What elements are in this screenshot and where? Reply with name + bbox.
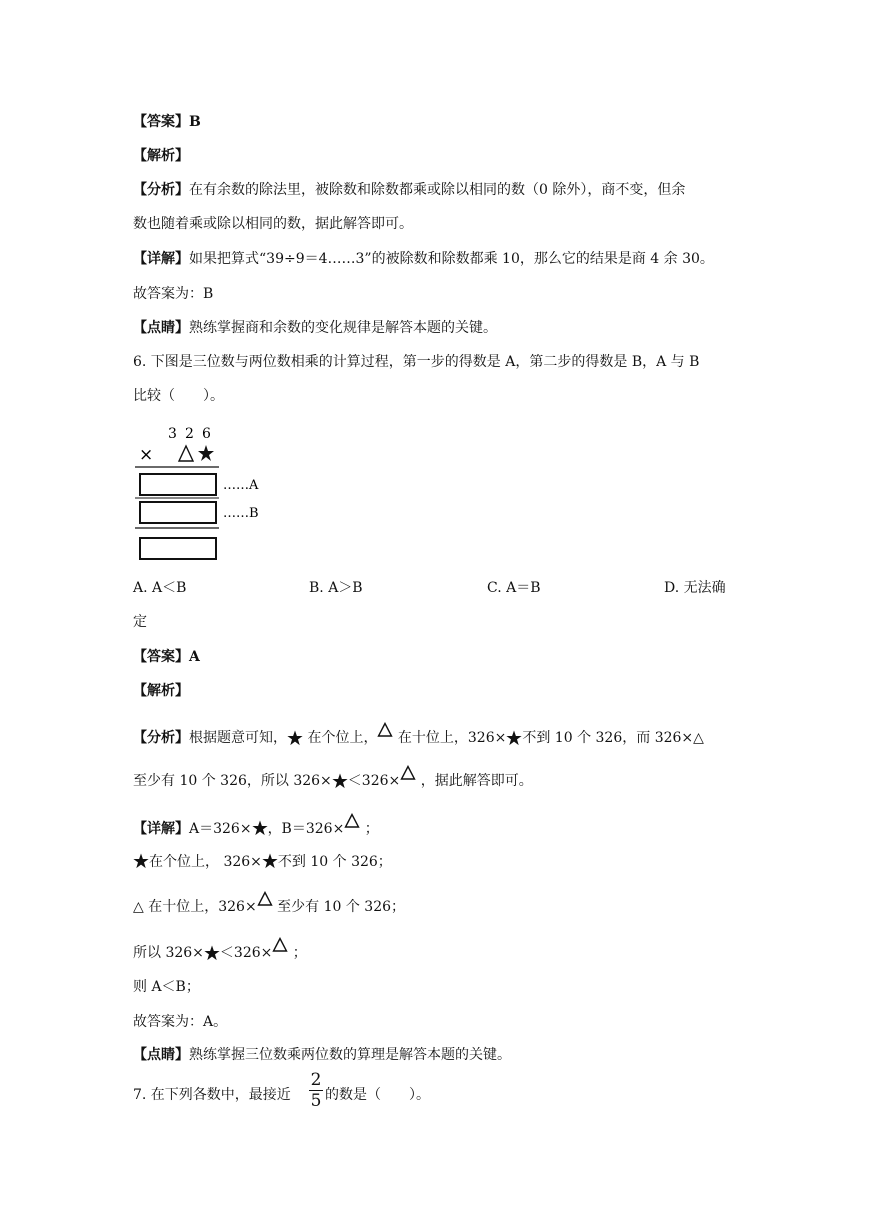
q5-fenxi-line1: 【分析】在有余数的除法里，被除数和除数都乘或除以相同的数（0 除外），商不变，但余 [133, 182, 686, 198]
option-d: D. 无法确 [664, 580, 726, 596]
q6-analysis-heading: 【解析】 [133, 683, 189, 699]
q5-dianjing: 【点睛】熟练掌握商和余数的变化规律是解答本题的关键。 [133, 320, 497, 336]
label-b: ……B [223, 506, 259, 521]
partial-product-a-box [140, 474, 216, 495]
q6-xiangjie-line1: 【详解】A＝326× ，B＝326× ； [133, 813, 379, 839]
black-star-icon [252, 820, 268, 836]
q5-answer: 【答案】B [133, 114, 201, 130]
label-a: ……A [223, 478, 259, 493]
times-sign: × [139, 445, 154, 465]
fraction-numerator: 2 [310, 1070, 322, 1090]
digit-tens: 2 [185, 426, 194, 442]
q6-answer: 【答案】A [133, 649, 200, 665]
product-box [140, 538, 216, 559]
q5-xiangjie: 【详解】如果把算式“39÷9＝4……3”的被除数和除数都乘 10，那么它的结果是商 4 余 30。 [133, 251, 714, 267]
fraction-two-fifths [309, 1071, 323, 1110]
triangle-outline-icon [344, 813, 360, 829]
black-star-icon [262, 853, 278, 869]
black-star-icon [198, 445, 214, 461]
black-star-icon [204, 945, 220, 961]
option-b: B. A＞B [309, 580, 363, 596]
q6-conclusion: 故答案为：A。 [133, 1014, 228, 1030]
black-star-icon [133, 853, 149, 869]
q7-stem-b: 的数是（ ）。 [325, 1087, 430, 1103]
q6-xiangjie-line2: 在个位上， 326× 不到 10 个 326； [133, 852, 392, 872]
option-a: A. A＜B [133, 580, 187, 596]
q5-conclusion: 故答案为：B [133, 286, 214, 302]
triangle-outline-icon [257, 891, 273, 907]
option-d-wrap: 定 [133, 614, 147, 630]
q6-fenxi-line1: 【分析】根据题意可知， 在个位上， 在十位上，326× 不到 10 个 326，而 326×△ [133, 722, 704, 748]
black-star-icon [287, 730, 303, 746]
black-star-icon [506, 730, 522, 746]
triangle-outline-icon [179, 446, 193, 461]
q6-stem-line2: 比较（ ）。 [133, 388, 224, 404]
digit-ones: 6 [202, 426, 211, 442]
fraction-denominator: 5 [310, 1091, 322, 1111]
q7-stem-a: 7. 在下列各数中，最接近 [133, 1087, 291, 1103]
q6-xiangjie-line5: 则 A＜B； [133, 979, 200, 995]
q6-xiangjie-line4: 所以 326× ＜326× ； [133, 937, 307, 963]
q6-xiangjie-line3: △ 在十位上，326× 至少有 10 个 326； [133, 891, 405, 917]
q6-dianjing: 【点睛】熟练掌握三位数乘两位数的算理是解答本题的关键。 [133, 1047, 511, 1063]
option-c: C. A＝B [487, 580, 541, 596]
q6-stem-line1: 6. 下图是三位数与两位数相乘的计算过程，第一步的得数是 A，第二步的得数是 B，A 与 B [133, 354, 700, 370]
q5-analysis-heading: 【解析】 [133, 148, 189, 164]
triangle-outline-icon [400, 765, 416, 781]
q5-fenxi-line2: 数也随着乘或除以相同的数，据此解答即可。 [133, 216, 413, 232]
black-star-icon [332, 773, 348, 789]
triangle-outline-icon [272, 937, 288, 953]
partial-product-b-box [140, 502, 216, 523]
digit-hundreds: 3 [168, 426, 177, 442]
q6-fenxi-line2: 至少有 10 个 326，所以 326× ＜326× ，据此解答即可。 [133, 765, 533, 791]
triangle-outline-icon [377, 722, 393, 738]
